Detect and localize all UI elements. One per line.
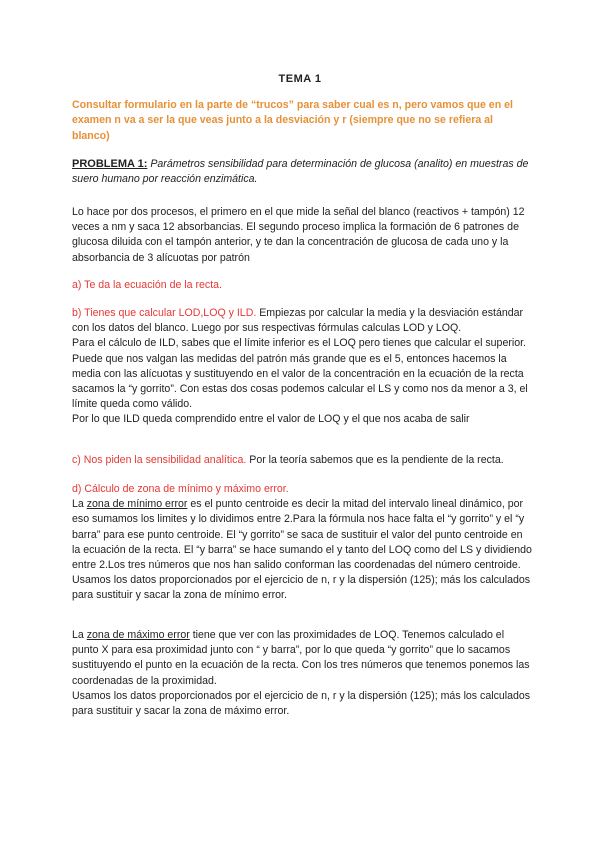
- section-d-heading: d) Cálculo de zona de mínimo y máximo error.: [72, 483, 289, 495]
- min-error-text: es el punto centroide es decir la mitad del intervalo lineal dinámico, por eso sumamos los limites y lo dividimos entre 2.Para la fórmula nos hace falta el “y gorrito” y el “y barra” para ese punto centroide. El “y gorrito” se saca de sustituir el valor del punto centroide en la ecuación de la recta. El “y barra” se hace sumando el y tanto del LOQ como del LS y dividiendo entre 2.Los tres números que nos han salido conforman las coordenadas del número centroide.: [72, 498, 532, 572]
- problem-description: Parámetros sensibilidad para determinación de glucosa (analito) en muestras de suero humano por reacción enzimática.: [72, 158, 529, 186]
- section-c-text: Por la teoría sabemos que es la pendiente de la recta.: [246, 454, 504, 466]
- min-error-text2: Usamos los datos proporcionados por el ejercicio de n, r y la dispersión (125); más los calculados para sustituir y sacar la zona de mínimo error.: [72, 574, 531, 602]
- min-error-prefix: La: [72, 498, 87, 511]
- section-a-heading: a) Te da la ecuación de la recta.: [72, 279, 222, 291]
- section-b-text2: Para el cálculo de ILD, sabes que el límite inferior es el LOQ pero tienes que calcular el superior. Puede que nos valgan las medidas del patrón más grande que es el 5, entonces hacemos la media con las alícuotas y sustituyendo en el valor de la concentración en la ecuación de la recta sacamos la “y gorrito”. Con estas dos cosas podemos calcular el LS y como nos da menor a 3, el límite queda como válido.: [72, 337, 528, 411]
- section-c-heading: c) Nos piden la sensibilidad analítica.: [72, 454, 247, 466]
- page-title: TEMA 1: [278, 73, 322, 85]
- section-b-first: [72, 306, 532, 336]
- max-error-paragraph: [72, 628, 532, 689]
- min-error-paragraph: [72, 497, 532, 573]
- max-error-text: tiene que ver con las proximidades de LOQ. Tenemos calculado el punto X para esa proximidad junto con “ y barra”, por lo que queda “y gorrito” que lo sacamos sustituyendo el punto en la ecuación de la recta. Con los tres números que tenemos ponemos las coordenadas de la proximidad.: [72, 629, 530, 687]
- max-error-block: [72, 628, 532, 719]
- section-b-heading: b) Tienes que calcular LOD,LOQ y ILD.: [72, 307, 257, 319]
- section-b: [72, 306, 532, 428]
- max-error-term: zona de máximo error: [86, 629, 190, 641]
- max-error-prefix: La: [72, 629, 87, 641]
- min-error-term: zona de mínimo error: [86, 498, 188, 511]
- problem-statement: [72, 157, 532, 187]
- problem-label: PROBLEMA 1:: [72, 158, 148, 170]
- section-b-text3: Por lo que ILD queda comprendido entre el valor de LOQ y el que nos acaba de salir: [72, 413, 470, 426]
- section-b-text1: Empiezas por calcular la media y la desviación estándar con los datos del blanco. Luego por sus respectivas fórmulas calculas LOD y LOQ.: [72, 307, 524, 335]
- intro-paragraph: Lo hace por dos procesos, el primero en el que mide la señal del blanco (reactivos + tampón) 12 veces a nm y saca 12 absorbancias. El segundo proceso implica la formación de 6 patrones de glucosa diluida con el tampón anterior, y te dan la concentración de glucosa de cada uno y la absorbancia de 3 alícuotas por patrón: [72, 206, 525, 264]
- max-error-text2: Usamos los datos proporcionados por el ejercicio de n, r y la dispersión (125); más los calculados para sustituir y sacar la zona de máximo error.: [72, 689, 531, 718]
- formula-note: Consultar formulario en la parte de “trucos” para saber cual es n, pero vamos que en el examen n va a ser la que veas junto a la desviación y r (siempre que no se refiera al blanco): [72, 99, 513, 142]
- section-c: [72, 453, 532, 468]
- section-d: [72, 482, 532, 604]
